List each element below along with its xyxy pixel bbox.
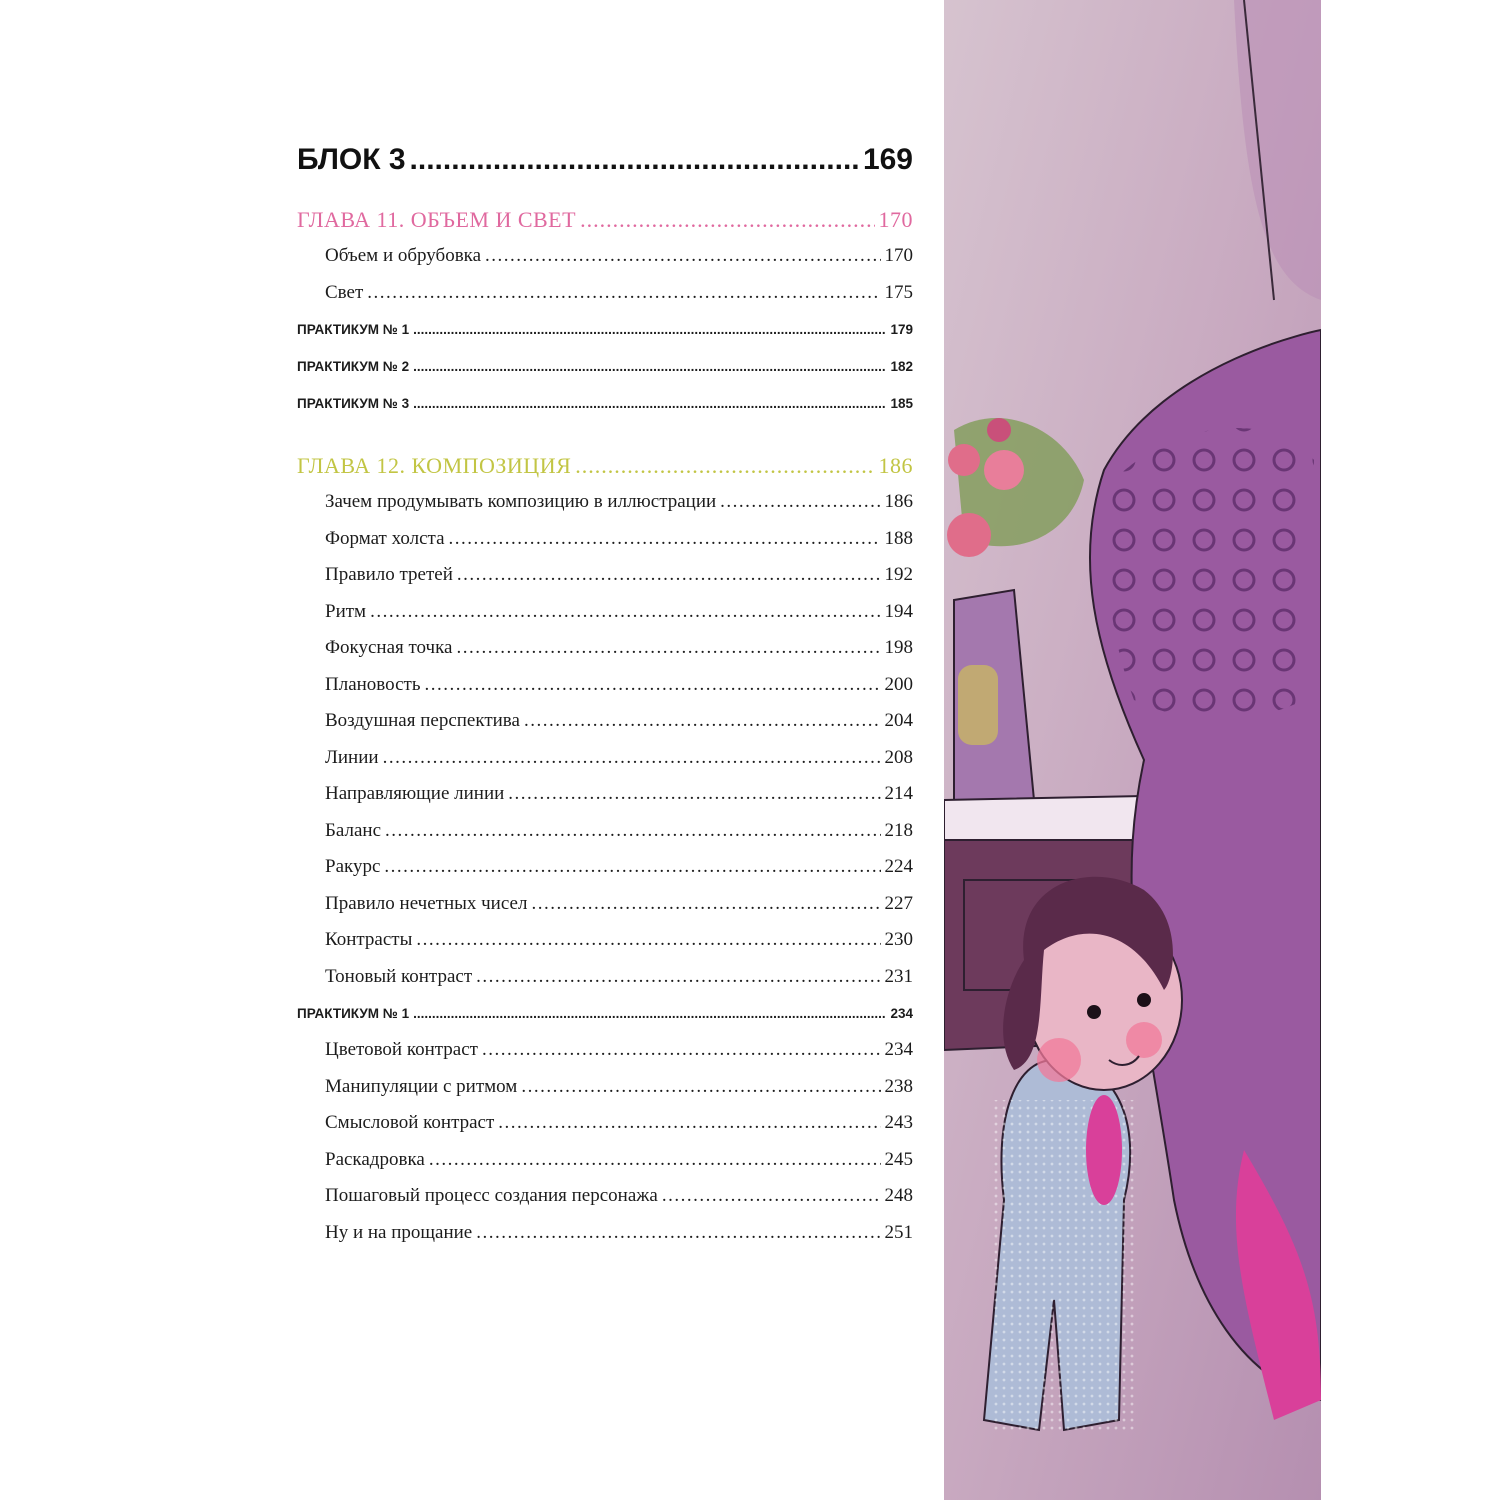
entry-title: Направляющие линии: [325, 783, 505, 804]
toc-entry: [297, 740, 913, 777]
dot-leader: [429, 1142, 881, 1179]
chapter-11-title: ГЛАВА 11. ОБЪЕМ И СВЕТ: [297, 207, 577, 232]
dot-leader: [482, 1032, 881, 1069]
entry-page-number: 179: [890, 322, 913, 337]
dot-leader: [476, 959, 880, 996]
entry-page-number: 194: [884, 600, 913, 622]
entry-page-number: 227: [884, 892, 913, 914]
entry-title: Манипуляции с ритмом: [325, 1075, 518, 1097]
dot-leader: [498, 1105, 880, 1142]
entry-title: Цветовой контраст: [325, 1039, 478, 1060]
toc-entry: [297, 1142, 913, 1179]
entry-title: ПРАКТИКУМ № 3: [297, 396, 410, 411]
entry-page-number: 248: [884, 1185, 913, 1206]
toc-entry: [297, 630, 913, 667]
entry-title: Контрасты: [325, 929, 413, 950]
toc-practicum-entry: [297, 995, 913, 1032]
entry-title: Тоновый контраст: [325, 965, 473, 987]
dot-leader: [531, 886, 880, 923]
entry-page-number: 224: [884, 856, 913, 877]
entry-page-number: 200: [884, 673, 913, 695]
entry-page-number: 231: [884, 965, 913, 987]
entry-page-number: 188: [884, 527, 913, 549]
entry-title: Баланс: [325, 819, 382, 841]
block-heading: [297, 138, 913, 182]
entry-page-number: 214: [884, 783, 913, 804]
toc-entry: [297, 484, 913, 521]
entry-page-number: 198: [884, 637, 913, 658]
toc-entry: [297, 849, 913, 886]
chapter-11-heading: [297, 202, 913, 238]
dot-leader: [413, 311, 886, 348]
toc-entry: [297, 886, 913, 923]
toc-practicum-entry: [297, 311, 913, 348]
dot-leader: [575, 448, 874, 484]
child-with-plush-elephant-illustration: [944, 0, 1321, 1500]
entry-page-number: 218: [884, 819, 913, 841]
entry-title: ПРАКТИКУМ № 2: [297, 359, 410, 374]
toc-entry: [297, 959, 913, 996]
dot-leader: [384, 849, 880, 886]
entry-page-number: 175: [884, 281, 913, 303]
block-page-number: 169: [862, 143, 913, 176]
entry-title: Линии: [325, 746, 379, 768]
entry-page-number: 238: [884, 1075, 913, 1097]
toc-practicum-entry: [297, 348, 913, 385]
dot-leader: [662, 1178, 881, 1215]
entry-page-number: 245: [884, 1148, 913, 1170]
toc-entry: [297, 703, 913, 740]
entry-title: Воздушная перспектива: [325, 710, 520, 731]
toc-entry: [297, 1105, 913, 1142]
chapter-12-page-number: 186: [878, 453, 913, 478]
entry-title: Смысловой контраст: [325, 1112, 495, 1133]
entry-title: Правило третей: [325, 564, 453, 585]
dot-leader: [413, 385, 886, 422]
toc-entry: [297, 594, 913, 631]
dot-leader: [476, 1215, 880, 1252]
chapter-11-page-number: 170: [878, 207, 913, 232]
chapter-12-title: ГЛАВА 12. КОМПОЗИЦИЯ: [297, 453, 572, 478]
dot-leader: [485, 238, 880, 275]
table-of-contents: [297, 138, 913, 1251]
dot-leader: [383, 740, 881, 777]
toc-entry: [297, 1069, 913, 1106]
toc-entry: [297, 1032, 913, 1069]
entry-title: Формат холста: [325, 527, 445, 549]
toc-entry: [297, 776, 913, 813]
dot-leader: [457, 557, 881, 594]
toc-entry: [297, 275, 913, 312]
practicum-title: ПРАКТИКУМ № 1: [297, 1006, 410, 1021]
entry-title: Фокусная точка: [325, 637, 453, 658]
entry-page-number: 192: [884, 564, 913, 585]
entry-title: Объем и обрубовка: [325, 245, 482, 266]
dot-leader: [367, 275, 880, 312]
toc-entry: [297, 557, 913, 594]
dot-leader: [385, 813, 880, 850]
toc-entry: [297, 922, 913, 959]
toc-practicum-entry: [297, 385, 913, 422]
toc-entry: [297, 667, 913, 704]
entry-page-number: 182: [890, 359, 913, 374]
entry-title: Свет: [325, 281, 364, 303]
entry-title: Раскадровка: [325, 1148, 425, 1170]
dot-leader: [410, 138, 859, 182]
entry-page-number: 230: [884, 929, 913, 950]
entry-title: Ракурс: [325, 856, 381, 877]
entry-page-number: 251: [884, 1221, 913, 1243]
toc-entry: [297, 813, 913, 850]
toc-entry: [297, 1178, 913, 1215]
block-title: БЛОК 3: [297, 143, 406, 176]
dot-leader: [524, 703, 881, 740]
entry-page-number: 185: [890, 396, 913, 411]
dot-leader: [508, 776, 880, 813]
entry-page-number: 170: [884, 245, 913, 266]
chapter-12-heading: [297, 448, 913, 484]
entry-title: Ну и на прощание: [325, 1221, 473, 1243]
entry-page-number: 204: [884, 710, 913, 731]
dot-leader: [425, 667, 881, 704]
dot-leader: [416, 922, 880, 959]
toc-entry: [297, 521, 913, 558]
entry-page-number: 186: [884, 491, 913, 512]
entry-title: Ритм: [325, 600, 367, 622]
toc-entry: [297, 238, 913, 275]
dot-leader: [413, 995, 886, 1032]
entry-page-number: 234: [884, 1039, 913, 1060]
entry-title: ПРАКТИКУМ № 1: [297, 322, 410, 337]
entry-title: Правило нечетных чисел: [325, 892, 528, 914]
dot-leader: [449, 521, 881, 558]
entry-title: Плановость: [325, 673, 421, 695]
dot-leader: [413, 348, 886, 385]
entry-page-number: 243: [884, 1112, 913, 1133]
dot-leader: [370, 594, 880, 631]
entry-page-number: 208: [884, 746, 913, 768]
entry-title: Зачем продумывать композицию в иллюстрации: [325, 491, 717, 512]
toc-entry: [297, 1215, 913, 1252]
entry-title: Пошаговый процесс создания персонажа: [325, 1185, 658, 1206]
dot-leader: [580, 202, 874, 238]
dot-leader: [521, 1069, 880, 1106]
practicum-page-number: 234: [890, 1006, 913, 1021]
dot-leader: [720, 484, 880, 521]
dot-leader: [457, 630, 881, 667]
